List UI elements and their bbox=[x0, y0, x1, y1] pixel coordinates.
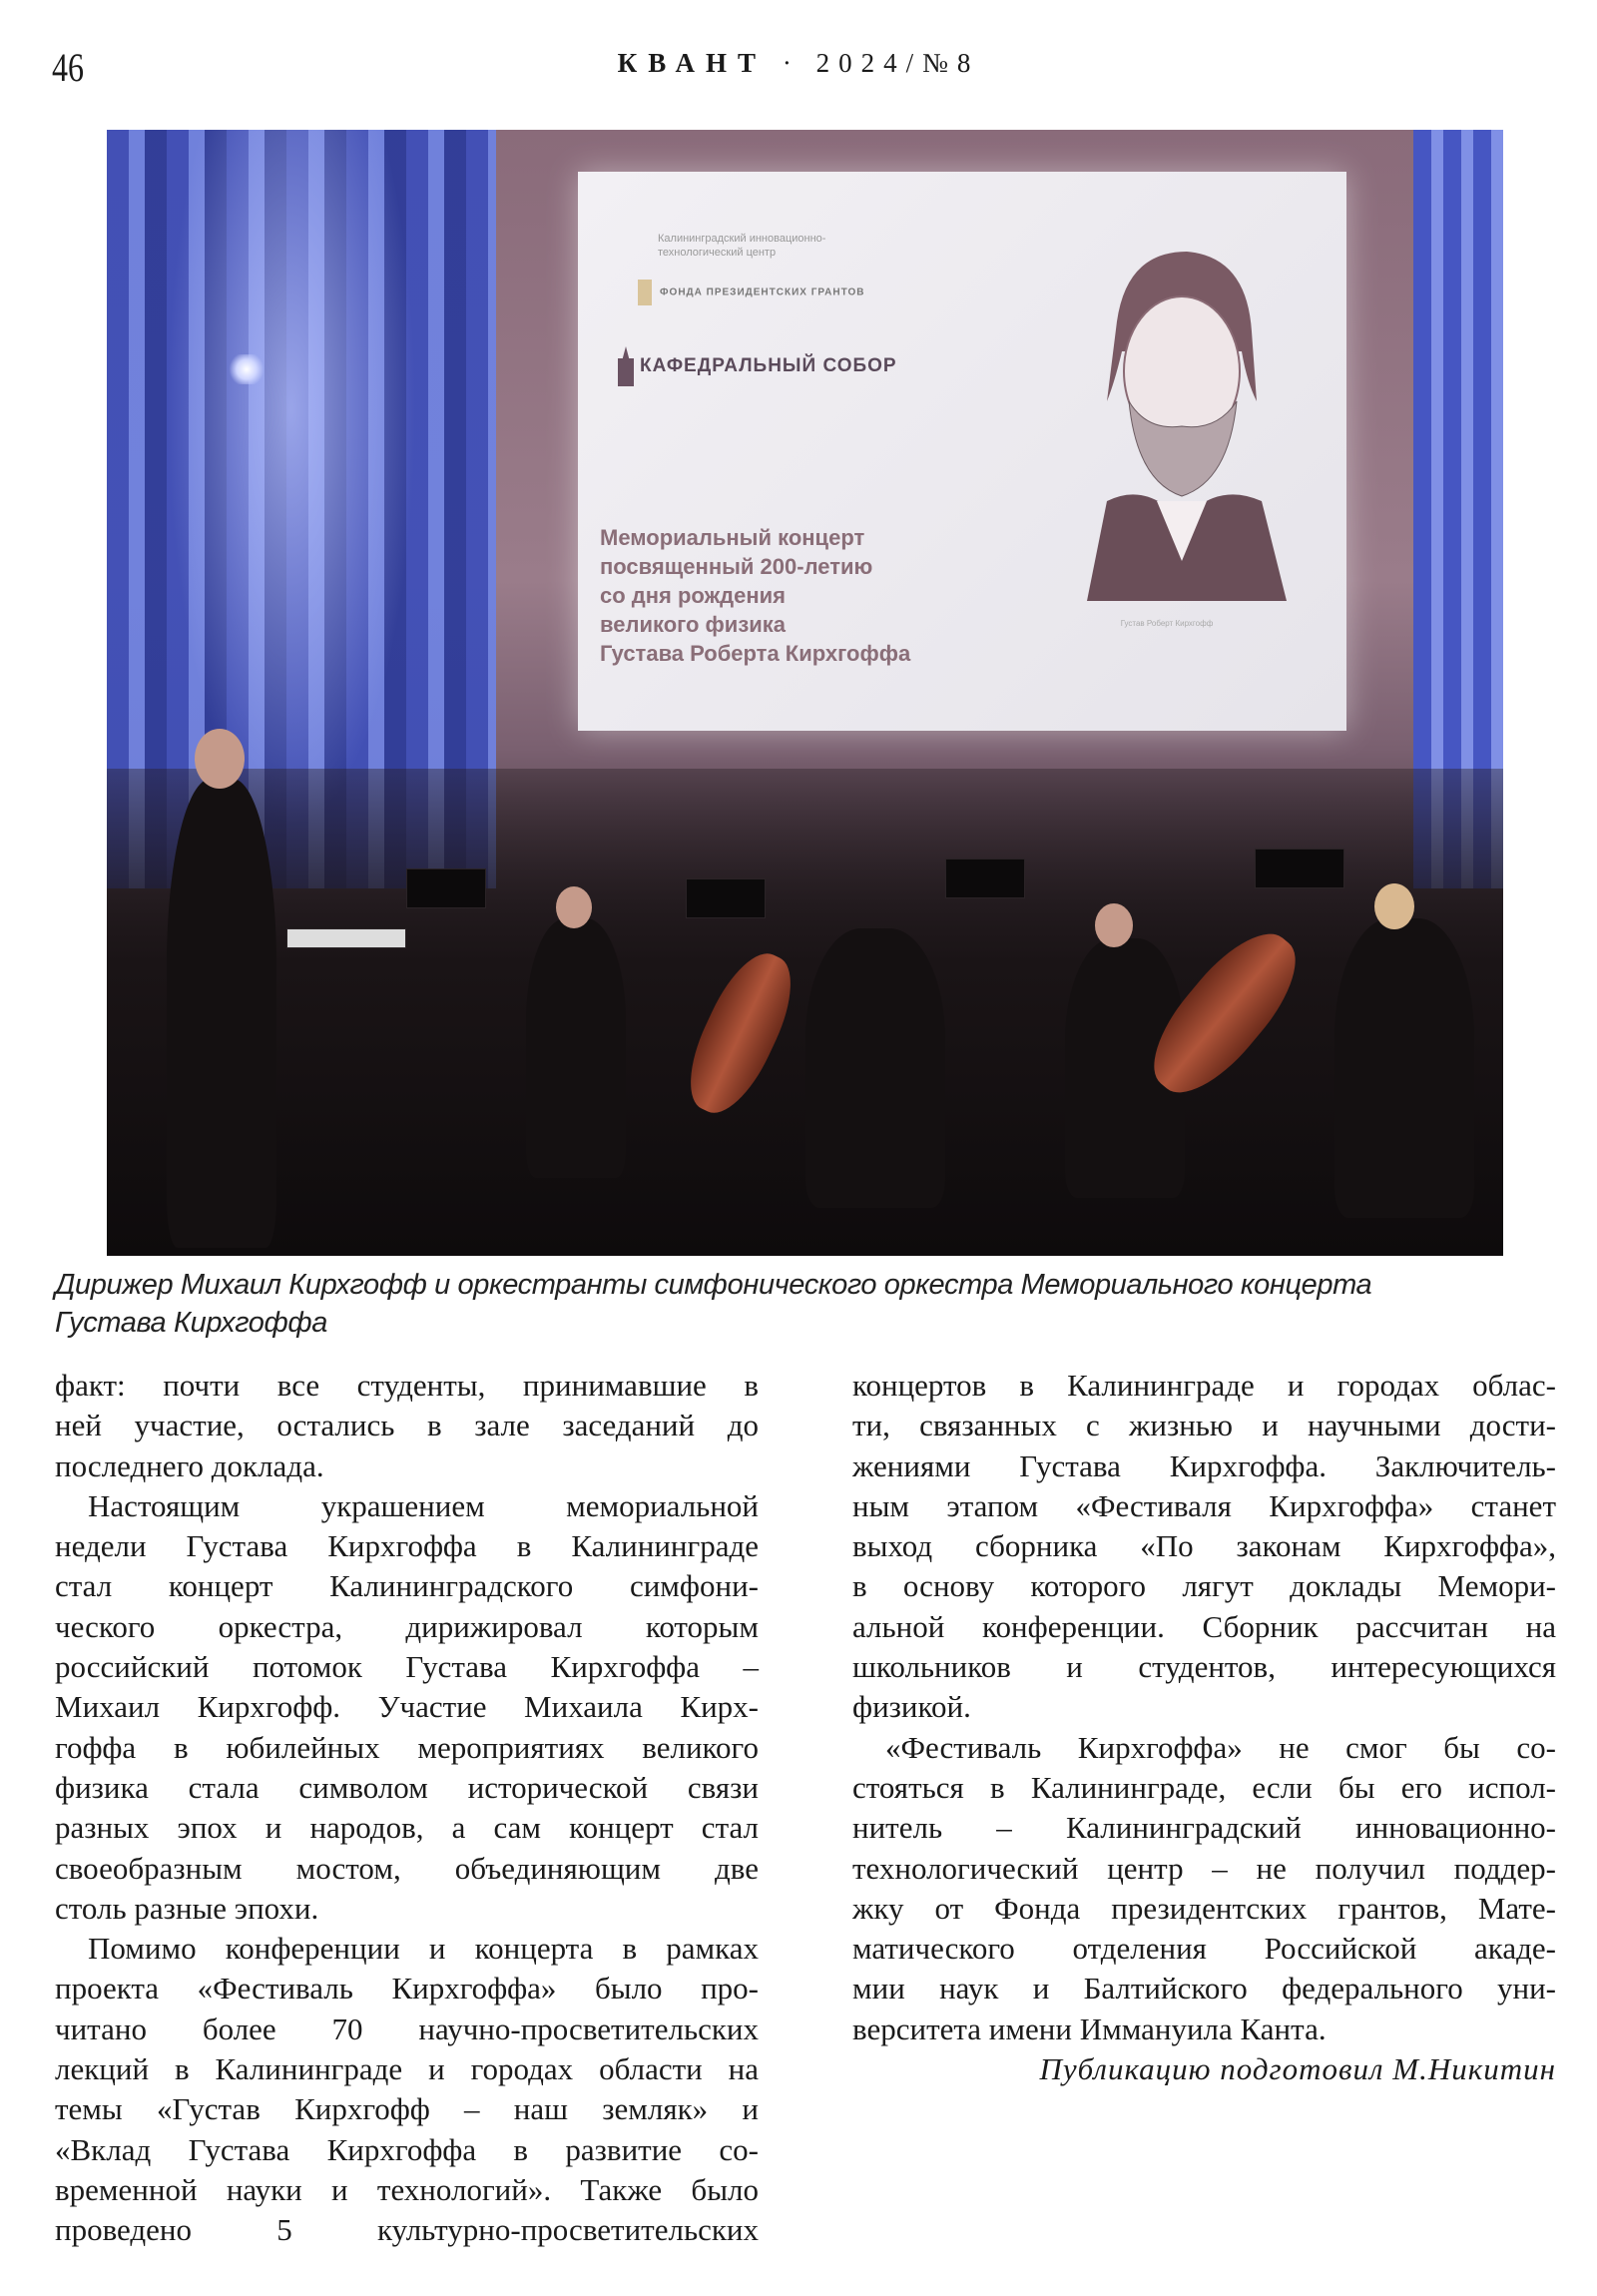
text-line: нитель – Калининградский инновационно- bbox=[852, 1810, 1556, 1846]
text-line: недели Густава Кирхгоффа в Калининграде bbox=[55, 1528, 759, 1564]
music-stand bbox=[945, 859, 1025, 898]
text-line: в основу которого лягут доклады Мемори- bbox=[852, 1568, 1556, 1604]
text-line: ней участие, остались в зале заседаний до bbox=[55, 1408, 759, 1443]
screen-title-line: посвященный 200-летию bbox=[600, 554, 873, 579]
screen-title-line: со дня рождения bbox=[600, 583, 787, 608]
text-line: мии наук и Балтийского федерального уни- bbox=[852, 1971, 1556, 2007]
text-line: читано более 70 научно-просветительских bbox=[55, 2010, 759, 2046]
running-header bbox=[0, 48, 1597, 79]
text-line: физика стала символом исторической связи bbox=[55, 1769, 759, 1805]
musician-head bbox=[1374, 883, 1414, 929]
text-line: «Вклад Густава Кирхгоффа в развитие со- bbox=[55, 2131, 759, 2167]
text-line: проекта «Фестиваль Кирхгоффа» было про- bbox=[55, 1971, 759, 2007]
kirchhoff-portrait bbox=[1047, 232, 1307, 601]
screen-title-line: Густава Роберта Кирхгоффа bbox=[600, 641, 911, 666]
screen-cathedral-logo: КАФЕДРАЛЬНЫЙ СОБОР bbox=[618, 346, 897, 386]
screen-title-line: великого физика bbox=[600, 612, 787, 637]
text-line: ным этапом «Фестиваля Кирхгоффа» станет bbox=[852, 1487, 1556, 1523]
text-line: ти, связанных с жизнью и научными дости- bbox=[852, 1408, 1556, 1443]
text-line: своеобразным мостом, объединяющим две bbox=[55, 1850, 759, 1886]
text-line: альной конференции. Сборник рассчитан на bbox=[852, 1608, 1556, 1644]
issue-number: 2024/№8 bbox=[815, 48, 980, 78]
text-line: концертов в Калининграде и городах облас- bbox=[852, 1368, 1556, 1403]
header-separator: · bbox=[782, 48, 800, 78]
musician-head bbox=[556, 886, 592, 928]
text-line: стал концерт Калининградского симфони- bbox=[55, 1568, 759, 1604]
text-line: лекций в Калининграде и городах области на bbox=[55, 2051, 759, 2087]
portrait-caption: Густав Роберт Кирхгофф bbox=[1120, 619, 1214, 628]
orchestra-stage bbox=[107, 769, 1503, 1256]
text-line: Михаил Кирхгофф. Участие Михаила Кирх- bbox=[55, 1689, 759, 1725]
text-line: Настоящим украшением мемориальной bbox=[88, 1487, 759, 1523]
stage-lamp bbox=[227, 354, 266, 384]
text-line: матического отделения Российской акаде- bbox=[852, 1931, 1556, 1967]
magazine-title: КВАНТ bbox=[617, 48, 768, 78]
text-line: школьников и студентов, интересующихся bbox=[852, 1649, 1556, 1685]
musician-head bbox=[1095, 903, 1133, 947]
author-signature: Публикацию подготовил М.Никитин bbox=[1039, 2051, 1556, 2087]
conductor-head bbox=[195, 729, 245, 789]
screen-title bbox=[600, 523, 910, 668]
music-stand bbox=[686, 878, 766, 918]
conductor-score bbox=[286, 928, 406, 948]
screen-org-logo: Калининградский инновационно-технологический центр bbox=[658, 233, 826, 259]
text-line: временной науки и технологий». Также было bbox=[55, 2171, 759, 2207]
text-line: верситета имени Иммануила Канта. bbox=[852, 2010, 1327, 2046]
text-line: разных эпох и народов, а сам концерт стал bbox=[55, 1810, 759, 1846]
text-line: ческого оркестра, дирижировал которым bbox=[55, 1608, 759, 1644]
music-stand bbox=[1255, 849, 1344, 888]
music-stand bbox=[406, 868, 486, 908]
projection-screen bbox=[578, 172, 1346, 731]
curtain-light bbox=[167, 130, 416, 829]
article-column-right bbox=[852, 1366, 1556, 2089]
text-line: стояться в Калининграде, если бы его испол- bbox=[852, 1769, 1556, 1805]
musician bbox=[526, 918, 626, 1178]
text-line: российский потомок Густава Кирхгоффа – bbox=[55, 1649, 759, 1685]
text-line: жениями Густава Кирхгоффа. Заключитель- bbox=[852, 1447, 1556, 1483]
screen-grant-logo: ФОНДА ПРЕЗИДЕНТСКИХ ГРАНТОВ bbox=[638, 280, 865, 305]
text-line: технологический центр – не получил поддер- bbox=[852, 1850, 1556, 1886]
conductor bbox=[167, 779, 276, 1248]
cellist bbox=[1334, 918, 1474, 1218]
text-line: темы «Густав Кирхгофф – наш земляк» и bbox=[55, 2091, 759, 2127]
text-line: выход сборника «По законам Кирхгоффа», bbox=[852, 1528, 1556, 1564]
text-line: Помимо конференции и концерта в рамках bbox=[88, 1931, 759, 1967]
text-line: последнего доклада. bbox=[55, 1447, 324, 1483]
photo-caption bbox=[55, 1266, 1562, 1342]
caption-line: Густава Кирхгоффа bbox=[55, 1307, 327, 1339]
text-line: гоффа в юбилейных мероприятиях великого bbox=[55, 1729, 759, 1765]
cello bbox=[673, 941, 807, 1125]
text-line: «Фестиваль Кирхгоффа» не смог бы со- bbox=[885, 1729, 1556, 1765]
text-line: столь разные эпохи. bbox=[55, 1890, 319, 1926]
page-number: 46 bbox=[52, 45, 84, 90]
cellist bbox=[805, 928, 945, 1208]
text-line: факт: почти все студенты, принимавшие в bbox=[55, 1368, 759, 1403]
text-line: физикой. bbox=[852, 1689, 971, 1725]
screen-title-line: Мемориальный концерт bbox=[600, 525, 865, 550]
caption-line: Дирижер Михаил Кирхгофф и оркестранты симфонического оркестра Мемориального концерта bbox=[55, 1269, 1372, 1301]
text-line: жку от Фонда президентских грантов, Мате- bbox=[852, 1890, 1556, 1926]
text-line: проведено 5 культурно-просветительских bbox=[55, 2212, 759, 2248]
concert-photo bbox=[107, 130, 1503, 1256]
article-column-left bbox=[55, 1366, 759, 2251]
